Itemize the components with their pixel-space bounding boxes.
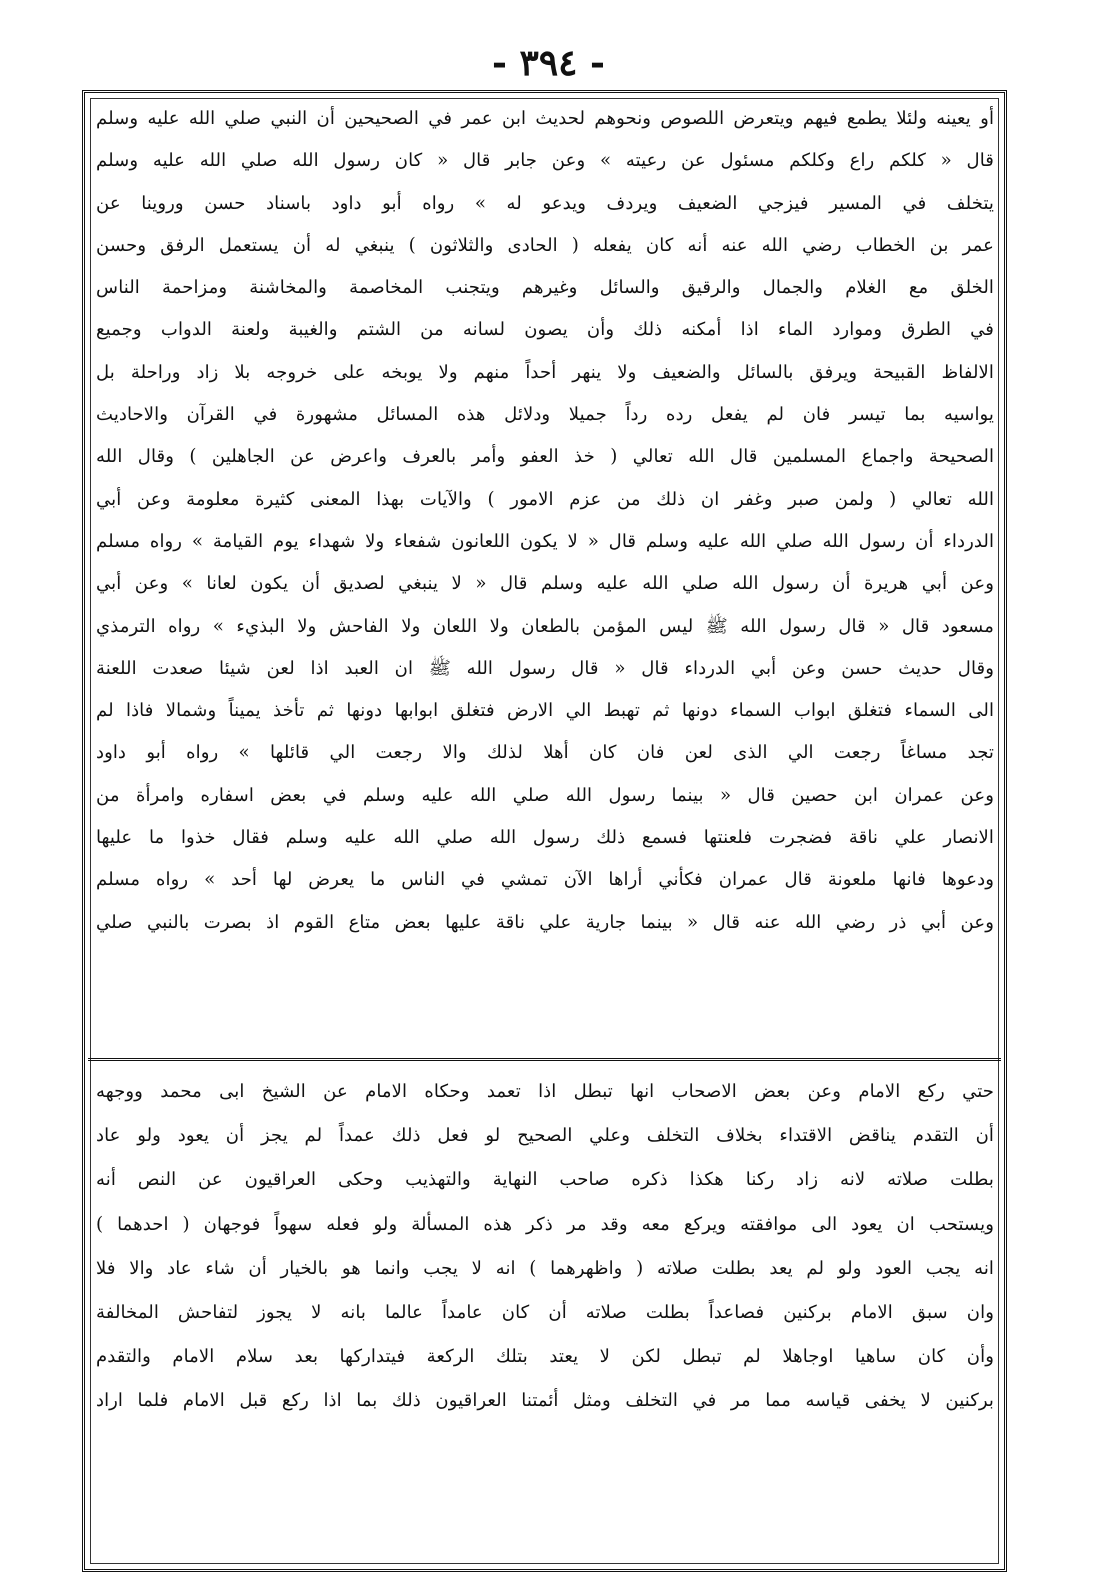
main-text-line: الالفاظ القبيحة ويرفق بالسائل والضعيف ولا ينهر أحداً منهم ولا يوبخه على خروجه بلا زاد وراحلة بل <box>96 361 994 383</box>
footnote-line: انه يجب العود ولو لم يعد بطلت صلاته ( واظهرهما ) انه لا يجب وانما هو بالخيار أن شاء عاد والا فلا <box>96 1257 994 1279</box>
main-text-line: وعن أبي هريرة أن رسول الله صلي الله عليه وسلم قال « لا ينبغي لصديق أن يكون لعانا » وعن أبي <box>96 573 994 595</box>
main-text-line: قال « كلكم راع وكلكم مسئول عن رعيته » وعن جابر قال « كان رسول الله صلي الله عليه وسلم <box>96 150 994 172</box>
main-text-line: في الطرق وموارد الماء اذا أمكنه ذلك وأن يصون لسانه من الشتم والغيبة ولعنة الدواب وجميع <box>96 319 994 341</box>
footnote-line: بطلت صلاته لانه زاد ركنا هكذا ذكره صاحب النهاية والتهذيب وحكى العراقيون عن النص أنه <box>96 1169 994 1191</box>
main-text-line: الدرداء أن رسول الله صلي الله عليه وسلم قال « لا يكون اللعانون شفعاء ولا شهداء يوم القيامة » رواه مسلم <box>96 530 994 552</box>
main-text-line: الى السماء فتغلق ابواب السماء دونها ثم تهبط الي الارض فتغلق ابوابها دونها ثم تأخذ يميناً وشمالا فاذا لم <box>96 700 994 722</box>
main-text-block <box>96 98 994 944</box>
footnote-line: ويستحب ان يعود الى موافقته ويركع معه وقد مر ذكر هذه المسألة ولو فعله سهواً فوجهان ( احدهما ) <box>96 1213 994 1235</box>
main-text-line: يتخلف في المسير فيزجي الضعيف ويردف ويدعو له » رواه أبو داود باسناد حسن وروينا عن <box>96 192 994 214</box>
main-text-line: تجد مساغاً رجعت الي الذى لعن فان كان أهلا لذلك والا رجعت الي قائلها » رواه أبو داود <box>96 742 994 764</box>
footnote-line: وأن كان ساهيا اوجاهلا لم تبطل لكن لا يعتد بتلك الركعة فيتداركها بعد سلام الامام والتقدم <box>96 1346 994 1368</box>
main-text-line: الانصار علي ناقة فضجرت فلعنتها فسمع ذلك رسول الله صلي الله عليه وسلم فقال خذوا ما عليها <box>96 827 994 849</box>
main-text-line: أو يعينه ولئلا يطمع فيهم ويتعرض اللصوص ونحوهم لحديث ابن عمر في الصحيحين أن النبي صلي الله عليه وسلم <box>96 108 994 129</box>
main-text-line: ودعوها فانها ملعونة قال عمران فكأني أراها الآن تمشي في الناس ما يعرض لها أحد » رواه مسلم <box>96 869 994 891</box>
footnote-line: وان سبق الامام بركنين فصاعداً بطلت صلاته أن كان عامداً عالما بانه لا يجوز لتفاحش المخالفة <box>96 1301 994 1323</box>
footnote-line: أن التقدم يناقض الاقتداء بخلاف التخلف وعلي الصحيح لو فعل ذلك عمداً لم يجز أن يعود ولو عاد <box>96 1125 994 1147</box>
main-text-line: وقال حديث حسن وعن أبي الدرداء قال « قال رسول الله ﷺ ان العبد اذا لعن شيئا صعدت اللعنة <box>96 657 994 679</box>
main-text-line: مسعود قال « قال رسول الله ﷺ ليس المؤمن بالطعان ولا اللعان ولا الفاحش ولا البذيء » رواه الترمذي <box>96 615 994 637</box>
footnote-line: بركنين لا يخفى قياسه مما مر في التخلف ومثل أئمتنا العراقيون ذلك بما اذا ركع قبل الامام فلما اراد <box>96 1390 994 1412</box>
main-text-line: وعن عمران ابن حصين قال « بينما رسول الله صلي الله عليه وسلم في بعض اسفاره وامرأة من <box>96 784 994 806</box>
main-text-line: يواسيه بما تيسر فان لم يفعل رده رداً جميلا ودلائل هذه المسائل مشهورة في القرآن والاحاديث <box>96 404 994 426</box>
footnote-line: حتي ركع الامام وعن بعض الاصحاب انها تبطل اذا تعمد وحكاه الامام عن الشيخ ابى محمد ووجهه <box>96 1081 994 1102</box>
page-number: - ٣٩٤ - <box>492 42 605 84</box>
main-text-line: عمر بن الخطاب رضي الله عنه أنه كان يفعله ( الحادى والثلاثون ) ينبغي له أن يستعمل الرفق وحسن <box>96 234 994 256</box>
main-text-line: وعن أبي ذر رضي الله عنه قال « بينما جارية علي ناقة عليها بعض متاع القوم اذ بصرت بالنبي صلي <box>96 911 994 933</box>
main-text-line: الصحيحة واجماع المسلمين قال الله تعالي ( خذ العفو وأمر بالعرف واعرض عن الجاهلين ) وقال الله <box>96 446 994 468</box>
main-text-line: الله تعالي ( ولمن صبر وغفر ان ذلك من عزم الامور ) والآيات بهذا المعنى كثيرة معلومة وعن أبي <box>96 488 994 510</box>
footnote-text-block <box>96 1070 994 1424</box>
footnote-divider <box>88 1058 1001 1061</box>
main-text-line: الخلق مع الغلام والجمال والرقيق والسائل وغيرهم ويتجنب المخاصمة والمخاشنة ومزاحمة الناس <box>96 277 994 299</box>
